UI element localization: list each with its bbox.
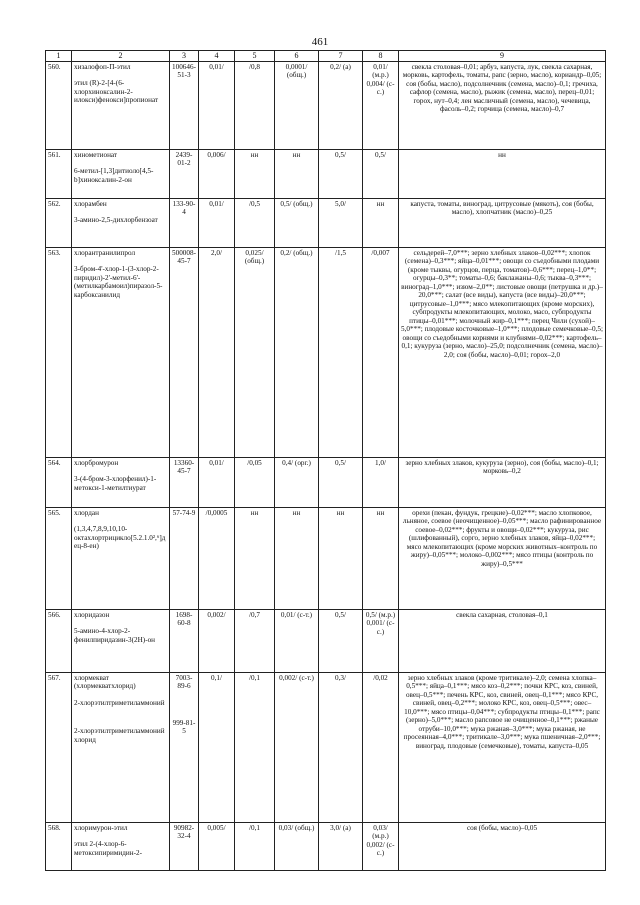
table-row xyxy=(46,150,606,199)
substance-common-name: хлорантранилипрол xyxy=(74,249,136,257)
cas-number: 13360-45-7 xyxy=(170,458,199,508)
substance-name xyxy=(72,673,170,823)
row-number: 568. xyxy=(46,823,72,871)
cas-number: 90982-32-4 xyxy=(170,823,199,871)
cell-col7: 0,5/ xyxy=(319,458,363,508)
table-row xyxy=(46,458,606,508)
substance-common-name: хизалофоп-П-этил xyxy=(74,63,131,71)
cell-col5: /0,7 xyxy=(235,610,275,673)
substance-name xyxy=(72,823,170,871)
substance-common-name: хлоримурон-этил xyxy=(74,824,128,832)
row-number: 565. xyxy=(46,508,72,610)
cell-col5: нн xyxy=(235,508,275,610)
cas-number: 57-74-9 xyxy=(170,508,199,610)
cell-col4: 0,1/ xyxy=(199,673,235,823)
col-header: 2 xyxy=(72,51,170,62)
cell-col6: нн xyxy=(275,508,319,610)
row-number: 567. xyxy=(46,673,72,823)
cas-number: 1698-60-8 xyxy=(170,610,199,673)
cell-col8: 0,03/ (м.р.) 0,002/ (с-с.) xyxy=(363,823,399,871)
substance-common-name: хлормекват (хлормекватхлорид) xyxy=(74,674,136,691)
table-row xyxy=(46,248,606,458)
cas-number-cell xyxy=(170,673,199,823)
cell-col8: /0,02 xyxy=(363,673,399,823)
table-row xyxy=(46,62,606,150)
row-number: 560. xyxy=(46,62,72,150)
substance-common-name: хлоридазон xyxy=(74,611,110,619)
substance-common-name: хлордан xyxy=(74,509,99,517)
product-limits: сельдерей–7,0***; зерно хлебных злаков–0,02***; хлопок (семена)–0,3***; яйца–0,01***; овощи со съедобными плодами (кроме тыквы, огурцов, перца, томатов)–0,6***; перец–1,0**; огурцы–0,3**; томаты–0,6; баклажаны–0,6; тыква–0,3***; виноград–1,0***; изюм–2,0**; листовые овощи (петрушка и др.)–20,0***; салат (все виды), капуста (все виды)–20,0***; цитрусовые–1,0***; мясо млекопитающих (кроме морских), субпродукты млекопитающих, молоко, масо, субпродукты птицы–0,01***; молочный жир–0,1***; перец Чили (сухой)–5,0***; плодовые косточковые–1,0***; плодовые семечковые–0,5; овощи со съедобными корнями и клубнями–0,02***; картофель–0,1; кукуруза (зерно, масло)–25,0; подсолнечник (семена, масло)–2,0; соя (бобы, масло)–0,01; горох–2,0 xyxy=(399,248,606,458)
cell-col5: /0,5 xyxy=(235,199,275,248)
col-header: 6 xyxy=(275,51,319,62)
row-number: 566. xyxy=(46,610,72,673)
cas-number: 7003-89-6 xyxy=(175,674,193,691)
product-limits: орехи (пекан, фундук, грецкие)–0,02***; масло хлопковое, льняное, соевое (неочищенное)–0,05***; масло рафинированное соевое–0,02***; фрукты и овощи–0,02***; кукуруза, рис (шлифованный), сорго, зерно хлебных злаков, яйца–0,02***; мясо млекопитающих (кроме морских животных–контроль по жиру)–0,05***; молоко–0,002***; мясо птицы (контроль по жиру)–0,5*** xyxy=(399,508,606,610)
cell-col4: 0,005/ xyxy=(199,823,235,871)
cell-col8: 0,5/ (м.р.) 0,001/ (с-с.) xyxy=(363,610,399,673)
substance-chemical-name: 3-(4-бром-3-хлорфенил)-1-метокси-1-метилтиурат xyxy=(74,475,157,492)
cell-col8: 1,0/ xyxy=(363,458,399,508)
substance-chemical-name: 3-амино-2,5-дихлорбензоат xyxy=(74,216,158,225)
col-header: 3 xyxy=(170,51,199,62)
cas-number: 133-90-4 xyxy=(170,199,199,248)
regulation-table xyxy=(45,50,606,871)
table-row xyxy=(46,508,606,610)
cell-col8: нн xyxy=(363,199,399,248)
product-limits: нн xyxy=(399,150,606,199)
cell-col6: 0,03/ (общ.) xyxy=(275,823,319,871)
cell-col4: /0,0005 xyxy=(199,508,235,610)
cell-col8: 0,01/ (м.р.) 0,004/ (с-с.) xyxy=(363,62,399,150)
product-limits: зерно хлебных злаков, кукуруза (зерно), соя (бобы, масло)–0,1; морковь–0,2 xyxy=(399,458,606,508)
substance-chemical-name: этил 2-(4-хлор-6-метоксипиримидин-2- xyxy=(74,840,142,857)
col-header: 9 xyxy=(399,51,606,62)
cas-number: 100646-51-3 xyxy=(170,62,199,150)
row-number: 564. xyxy=(46,458,72,508)
substance-name xyxy=(72,248,170,458)
cell-col4: 0,01/ xyxy=(199,458,235,508)
substance-chemical-name: 3-бром-4'-хлор-1-(3-хлор-2-пиридил)-2'-метил-6'-(метилкарбамоил)пиразол-5-карбоксанилид xyxy=(74,265,163,299)
substance-chemical-name: (1,3,4,7,8,9,10,10-октахлортрицикло[5.2.1.0²,⁶]дец-8-ен) xyxy=(74,525,166,551)
cell-col7: нн xyxy=(319,508,363,610)
substance-chemical-name: 6-метил-[1,3]дитиоло[4,5-b]хиноксалин-2-он xyxy=(74,167,154,184)
cell-col6: 0,002/ (с-т.) xyxy=(275,673,319,823)
cell-col7: 3,0/ (а) xyxy=(319,823,363,871)
substance-name xyxy=(72,610,170,673)
cell-col7: 0,5/ xyxy=(319,610,363,673)
table-row xyxy=(46,673,606,823)
cell-col5: /0,1 xyxy=(235,823,275,871)
cell-col4: 0,002/ xyxy=(199,610,235,673)
cell-col7: 5,0/ xyxy=(319,199,363,248)
col-header: 8 xyxy=(363,51,399,62)
cell-col7: 0,5/ xyxy=(319,150,363,199)
cell-col6: 0,4/ (орг.) xyxy=(275,458,319,508)
cell-col4: 0,01/ xyxy=(199,199,235,248)
substance-chemical-name: 2-хлорэтилтриметиламмоний xyxy=(74,698,165,707)
substance-name xyxy=(72,150,170,199)
page-number: 461 xyxy=(311,36,329,48)
cell-col6: 0,5/ (общ.) xyxy=(275,199,319,248)
cell-col6: 0,0001/ (общ.) xyxy=(275,62,319,150)
cell-col4: 2,0/ xyxy=(199,248,235,458)
product-limits: зерно хлебных злаков (кроме тритикале)–2,0; семена хлопка–0,5***; яйца–0,1***; мясо коз–0,2***; почки КРС, коз, свиней, овец–0,5***; печень КРС, коз, свиней, овец–0,1***; мясо КРС, свиней, овец–0,2***; молоко КРС, коз, овец–0,5***; овес–10,0***; мясо птицы–0,04***; субпродукты птицы–0,1***; рапс (зерно)–5,0***; масло рапсовое не очищенное–0,1***; ржаные отруби–10,0***; мука ржаная–3,0***; мука ржаная, не просеянная–4,0***; тритикале–3,0***; мука пшеничная–2,0***; виноград, плодовые (семечковые), томаты, капуста–0,05 xyxy=(399,673,606,823)
cell-col6: 0,01/ (с-т.) xyxy=(275,610,319,673)
cell-col7: /1,5 xyxy=(319,248,363,458)
col-header: 4 xyxy=(199,51,235,62)
table-row xyxy=(46,610,606,673)
cell-col5: нн xyxy=(235,150,275,199)
cell-col6: нн xyxy=(275,150,319,199)
cell-col5: /0,05 xyxy=(235,458,275,508)
cell-col4: 0,01/ xyxy=(199,62,235,150)
col-header: 5 xyxy=(235,51,275,62)
header-row xyxy=(46,51,606,62)
substance-name xyxy=(72,458,170,508)
row-number: 563. xyxy=(46,248,72,458)
substance-name xyxy=(72,508,170,610)
substance-common-name: хинометионат xyxy=(74,151,118,159)
cell-col8: /0,007 xyxy=(363,248,399,458)
cell-col8: нн xyxy=(363,508,399,610)
product-limits: свекла сахарная, столовая–0,1 xyxy=(399,610,606,673)
col-header: 1 xyxy=(46,51,72,62)
cell-col5: 0,025/ (общ.) xyxy=(235,248,275,458)
cell-col8: 0,5/ xyxy=(363,150,399,199)
row-number: 561. xyxy=(46,150,72,199)
product-limits: соя (бобы, масло)–0,05 xyxy=(399,823,606,871)
cas-number-secondary: 999-81-5 xyxy=(172,718,196,736)
substance-salt-name: 2-хлорэтилтриметиламмоний хлорид xyxy=(74,727,165,744)
table-row xyxy=(46,823,606,871)
cas-number: 500008-45-7 xyxy=(170,248,199,458)
cell-col5: /0,8 xyxy=(235,62,275,150)
substance-name xyxy=(72,62,170,150)
cas-number: 2439-01-2 xyxy=(170,150,199,199)
cell-col5: /0,1 xyxy=(235,673,275,823)
col-header: 7 xyxy=(319,51,363,62)
substance-common-name: хлорбромурон xyxy=(74,459,119,467)
product-limits: свекла столовая–0,01; арбуз, капуста, лук, свекла сахарная, морковь, картофель, томаты, рапс (зерно, масло), кориандр–0,05; соя (бобы, масло), подсолнечник (семена, масло)–0,1; гречиха, сафлор (семена, масло), рыжик (семена, масло), перец–0,01; горох, нут–0,4; лен масличный (семена, масло), чечевица, фасоль–0,2; горчица (семена, масло)–0,7 xyxy=(399,62,606,150)
substance-common-name: хлорамбен xyxy=(74,200,107,208)
cell-col4: 0,006/ xyxy=(199,150,235,199)
row-number: 562. xyxy=(46,199,72,248)
cell-col7: 0,3/ xyxy=(319,673,363,823)
substance-name xyxy=(72,199,170,248)
table-row xyxy=(46,199,606,248)
cell-col7: 0,2/ (а) xyxy=(319,62,363,150)
substance-chemical-name: 5-амино-4-хлор-2-фенилпиридазин-3(2Н)-он xyxy=(74,627,156,644)
substance-chemical-name: этил (R)-2-[4-(6-хлорхиноксалин-2-илокси)фенокси]пропионат xyxy=(74,79,159,105)
product-limits: капуста, томаты, виноград, цитрусовые (мякоть), соя (бобы, масло), хлопчатник (масло)–0,25 xyxy=(399,199,606,248)
cell-col6: 0,2/ (общ.) xyxy=(275,248,319,458)
